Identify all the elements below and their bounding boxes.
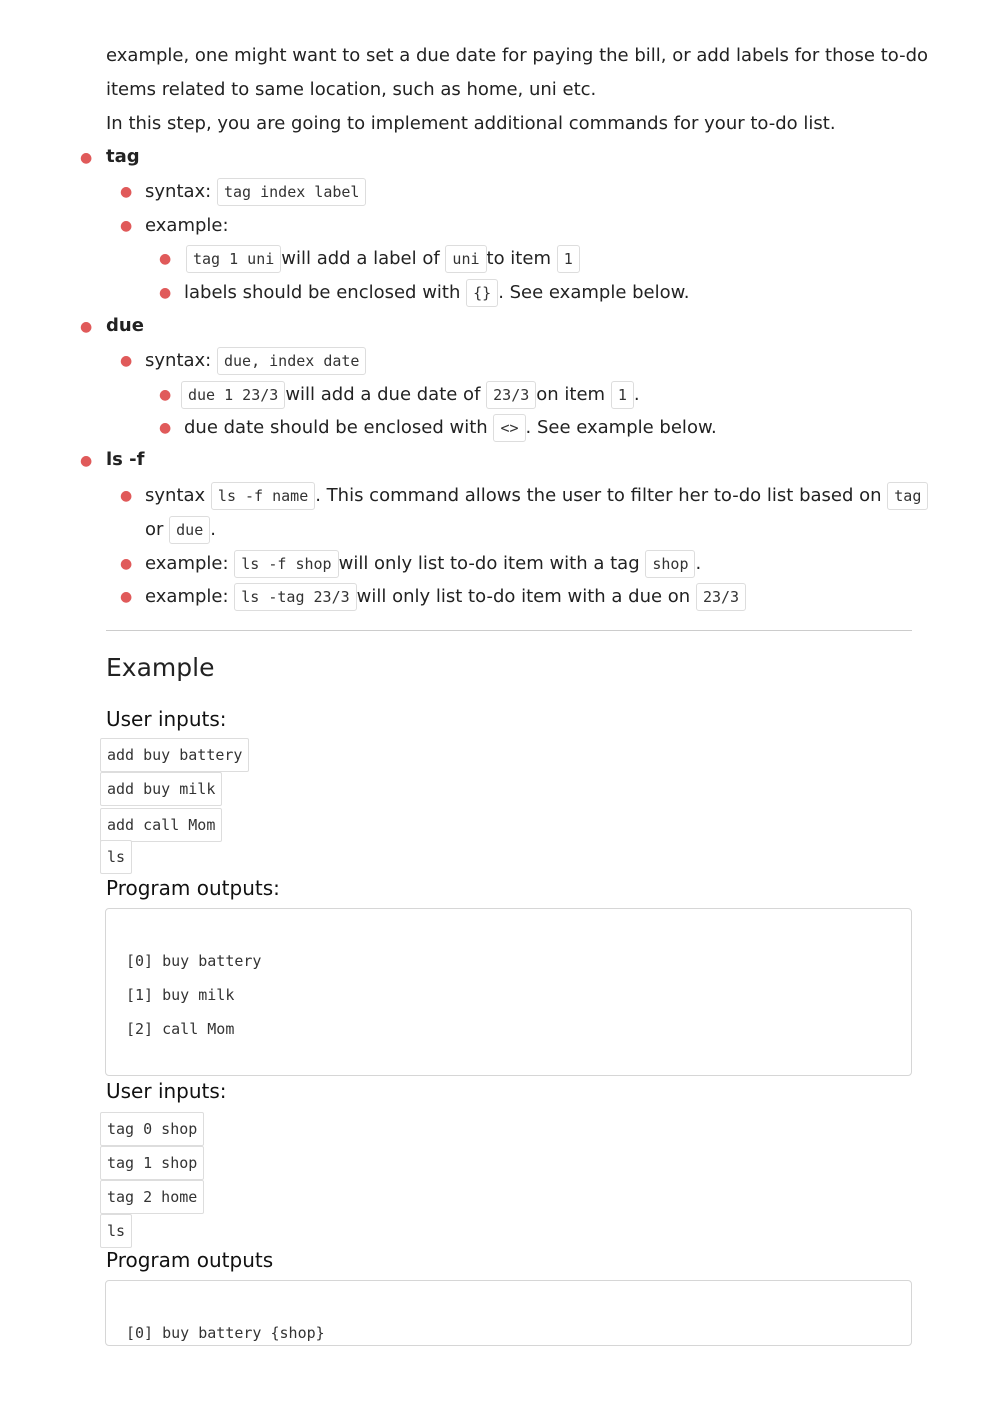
example-heading: Example xyxy=(106,653,215,682)
input-command: add buy milk xyxy=(100,772,222,806)
output-line: [0] buy battery {shop} xyxy=(126,1324,325,1342)
user-inputs-heading-1: User inputs: xyxy=(106,707,227,731)
input-command: ls xyxy=(100,840,132,874)
lsf-syntax-text-2: or xyxy=(145,519,164,540)
bullet-icon: ● xyxy=(80,150,93,166)
tag-syntax-label: syntax: xyxy=(145,181,212,202)
due-note-text-1: due date should be enclosed with xyxy=(184,417,488,438)
lsf-syntax-line xyxy=(145,479,928,513)
tag-example-code-2: uni xyxy=(445,245,486,273)
due-heading: due xyxy=(106,315,144,336)
due-example-text-1: will add a due date of xyxy=(285,384,481,405)
bullet-icon: ● xyxy=(120,589,133,605)
due-example-code-2: 23/3 xyxy=(486,381,536,409)
due-syntax-label: syntax: xyxy=(145,350,212,371)
input-command: add call Mom xyxy=(100,808,222,842)
tag-example-text-2: to item xyxy=(486,248,551,269)
bullet-icon: ● xyxy=(159,251,172,267)
section-divider xyxy=(106,630,912,631)
due-note-text-2: . See example below. xyxy=(525,417,717,438)
program-outputs-heading-2: Program outputs xyxy=(106,1248,274,1272)
output-line: [1] buy milk xyxy=(126,986,235,1004)
output-line: [0] buy battery xyxy=(126,952,262,970)
bullet-icon: ● xyxy=(120,218,133,234)
input-command: ls xyxy=(100,1214,132,1248)
input-command: tag 1 shop xyxy=(100,1146,204,1180)
lsf-example-1-code-2: shop xyxy=(645,550,695,578)
tag-syntax-line xyxy=(145,175,366,209)
tag-note-text-2: . See example below. xyxy=(498,282,690,303)
lsf-syntax-text: . This command allows the user to filter her to-do list based on xyxy=(315,485,882,506)
lsf-syntax-code-3: due xyxy=(169,516,210,544)
bullet-icon: ● xyxy=(80,453,93,469)
bullet-icon: ● xyxy=(120,556,133,572)
bullet-icon: ● xyxy=(80,319,93,335)
lsf-syntax-line-2 xyxy=(145,513,216,547)
bullet-icon: ● xyxy=(120,184,133,200)
tag-note-code: {} xyxy=(466,279,498,307)
intro-line-1: example, one might want to set a due date for paying the bill, or add labels for those to-do xyxy=(106,45,929,66)
intro-line-2: items related to same location, such as home, uni etc. xyxy=(106,79,597,100)
tag-example-code: tag 1 uni xyxy=(186,245,281,273)
input-command: tag 0 shop xyxy=(100,1112,204,1146)
lsf-example-1-line xyxy=(145,547,701,581)
tag-example-line xyxy=(186,242,580,276)
tag-example-text-1: will add a label of xyxy=(281,248,440,269)
input-command: add buy battery xyxy=(100,738,249,772)
intro-line-3: In this step, you are going to implement additional commands for your to-do list. xyxy=(106,113,836,134)
due-example-code-3: 1 xyxy=(611,381,634,409)
due-example-line xyxy=(181,378,640,412)
input-command: tag 2 home xyxy=(100,1180,204,1214)
bullet-icon: ● xyxy=(159,387,172,403)
lsf-example-2-code: ls -tag 23/3 xyxy=(234,583,356,611)
lsf-syntax-text-3: . xyxy=(210,519,216,540)
bullet-icon: ● xyxy=(120,353,133,369)
due-example-text-2: on item xyxy=(536,384,606,405)
lsf-example-1-text-2: . xyxy=(695,553,702,574)
due-example-code: due 1 23/3 xyxy=(181,381,285,409)
user-inputs-heading-2: User inputs: xyxy=(106,1079,227,1103)
lsf-example-2-line xyxy=(145,580,746,614)
lsf-example-1-text: will only list to-do item with a tag xyxy=(338,553,640,574)
program-outputs-heading-1: Program outputs: xyxy=(106,876,280,900)
bullet-icon: ● xyxy=(120,488,133,504)
lsf-syntax-code-2: tag xyxy=(887,482,928,510)
output-line: [2] call Mom xyxy=(126,1020,235,1038)
lsf-example-2-code-2: 23/3 xyxy=(696,583,746,611)
lsf-syntax-label: syntax xyxy=(145,485,206,506)
bullet-icon: ● xyxy=(159,285,172,301)
due-note-code: <> xyxy=(493,414,525,442)
tag-syntax-code: tag index label xyxy=(217,178,366,206)
due-note-line xyxy=(184,411,717,445)
tag-example-label: example: xyxy=(145,215,229,236)
lsf-syntax-code: ls -f name xyxy=(211,482,315,510)
lsf-example-2-text: will only list to-do item with a due on xyxy=(356,586,691,607)
due-syntax-line xyxy=(145,344,366,378)
tag-note-line xyxy=(184,276,689,310)
lsf-example-1-code: ls -f shop xyxy=(234,550,338,578)
tag-heading: tag xyxy=(106,146,140,167)
tag-note-text-1: labels should be enclosed with xyxy=(184,282,461,303)
lsf-example-1-label: example: xyxy=(145,553,229,574)
tag-example-code-3: 1 xyxy=(557,245,580,273)
lsf-example-2-label: example: xyxy=(145,586,229,607)
bullet-icon: ● xyxy=(159,420,172,436)
due-example-text-3: . xyxy=(633,384,640,405)
due-syntax-code: due, index date xyxy=(217,347,366,375)
lsf-heading: ls -f xyxy=(106,449,145,470)
